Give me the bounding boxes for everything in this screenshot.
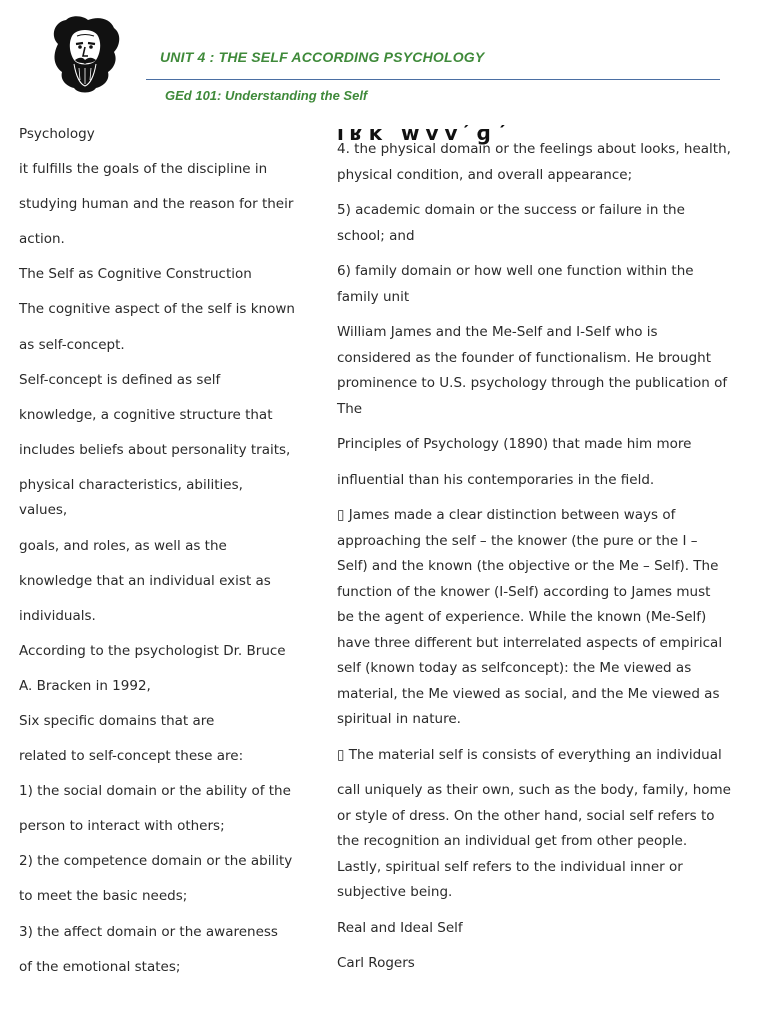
- section-heading: Real and Ideal Self: [337, 919, 463, 936]
- paragraph-line: The: [337, 400, 363, 417]
- paragraph-line: A. Bracken in 1992,: [19, 677, 151, 694]
- list-item: person to interact with others;: [19, 818, 225, 835]
- list-item: 4. the physical domain or the feelings about looks, health,: [337, 141, 731, 157]
- header-divider: [146, 79, 720, 80]
- unit-title: UNIT 4 : THE SELF ACCORDING PSYCHOLOGY: [160, 49, 485, 65]
- paragraph-line: Psychology: [19, 126, 95, 142]
- paragraph-line: goals, and roles, as well as the: [19, 537, 227, 554]
- paragraph-line: knowledge that an individual exist as: [19, 572, 271, 589]
- list-item: school; and: [337, 227, 415, 244]
- left-text-column: [19, 122, 324, 980]
- paragraph-line: it fulfills the goals of the discipline in: [19, 161, 268, 178]
- paragraph-line: subjective being.: [337, 884, 453, 900]
- paragraph-line: knowledge, a cognitive structure that: [19, 406, 273, 423]
- list-item: 3) the affect domain or the awareness: [19, 923, 278, 940]
- right-text-column: [337, 137, 747, 977]
- paragraph-line: considered as the founder of functionalism. He brought: [337, 349, 711, 366]
- paragraph-line: physical characteristics, abilities,: [19, 476, 243, 493]
- paragraph-line: prominence to U.S. psychology through the publication of: [337, 375, 728, 391]
- paragraph-line: Six specific domains that are: [19, 713, 215, 729]
- paragraph-line: be the agent of experience. While the known (Me-Self): [337, 609, 707, 625]
- bullet-paragraph: ▯ The material self is consists of everything an individual: [337, 746, 722, 763]
- paragraph-line: have three different but interrelated aspects of empirical: [337, 634, 723, 651]
- philosopher-logo-icon: [44, 14, 126, 96]
- paragraph-line: William James and the Me-Self and I-Self who is: [337, 324, 658, 340]
- paragraph-line: approaching the self – the knower (the pure or the I –: [337, 532, 698, 549]
- paragraph-line: values,: [19, 502, 68, 519]
- paragraph-line: function of the knower (I-Self) according to James must: [337, 583, 711, 600]
- bullet-paragraph: ▯ James made a clear distinction between ways of: [337, 507, 676, 523]
- list-item: family unit: [337, 288, 410, 305]
- paragraph-line: spiritual in nature.: [337, 711, 461, 727]
- paragraph-line: Principles of Psychology (1890) that made him more: [337, 436, 692, 452]
- list-item: 6) family domain or how well one function within the: [337, 263, 694, 279]
- paragraph-line: influential than his contemporaries in the field.: [337, 471, 655, 488]
- section-heading: The Self as Cognitive Construction: [19, 266, 252, 283]
- course-title: GEd 101: Understanding the Self: [165, 88, 368, 103]
- paragraph-line: call uniquely as their own, such as the body, family, home: [337, 782, 731, 798]
- paragraph-line: According to the psychologist Dr. Bruce: [19, 642, 286, 659]
- paragraph-line: action.: [19, 231, 65, 248]
- list-item: to meet the basic needs;: [19, 888, 188, 905]
- paragraph-line: related to self-concept these are:: [19, 748, 244, 765]
- paragraph-line: Lastly, spiritual self refers to the individual inner or: [337, 858, 683, 875]
- paragraph-line: material, the Me viewed as social, and the Me viewed as: [337, 685, 720, 702]
- list-item: of the emotional states;: [19, 958, 181, 975]
- paragraph-line: or style of dress. On the other hand, social self refers to: [337, 807, 715, 824]
- list-item: physical condition, and overall appearance;: [337, 166, 633, 183]
- paragraph-line: studying human and the reason for their: [19, 196, 294, 213]
- list-item: 5) academic domain or the success or failure in the: [337, 202, 685, 218]
- paragraph-line: individuals.: [19, 607, 96, 624]
- clipped-heading-artifact: ıʁᴋ ᴡᴠᴠ ́ɡˊ́: [337, 125, 513, 145]
- paragraph-line: the recognition an individual get from other people.: [337, 833, 688, 849]
- paragraph-line: The cognitive aspect of the self is known: [19, 301, 295, 318]
- list-item: 1) the social domain or the ability of the: [19, 783, 291, 800]
- paragraph-line: as self-concept.: [19, 336, 125, 353]
- paragraph-line: includes beliefs about personality traits,: [19, 441, 291, 458]
- paragraph-line: Self-concept is defined as self: [19, 371, 221, 388]
- paragraph-line: self (known today as selfconcept): the Me viewed as: [337, 660, 692, 676]
- section-heading: Carl Rogers: [337, 955, 415, 971]
- paragraph-line: Self) and the known (the objective or the Me – Self). The: [337, 558, 719, 574]
- list-item: 2) the competence domain or the ability: [19, 853, 293, 870]
